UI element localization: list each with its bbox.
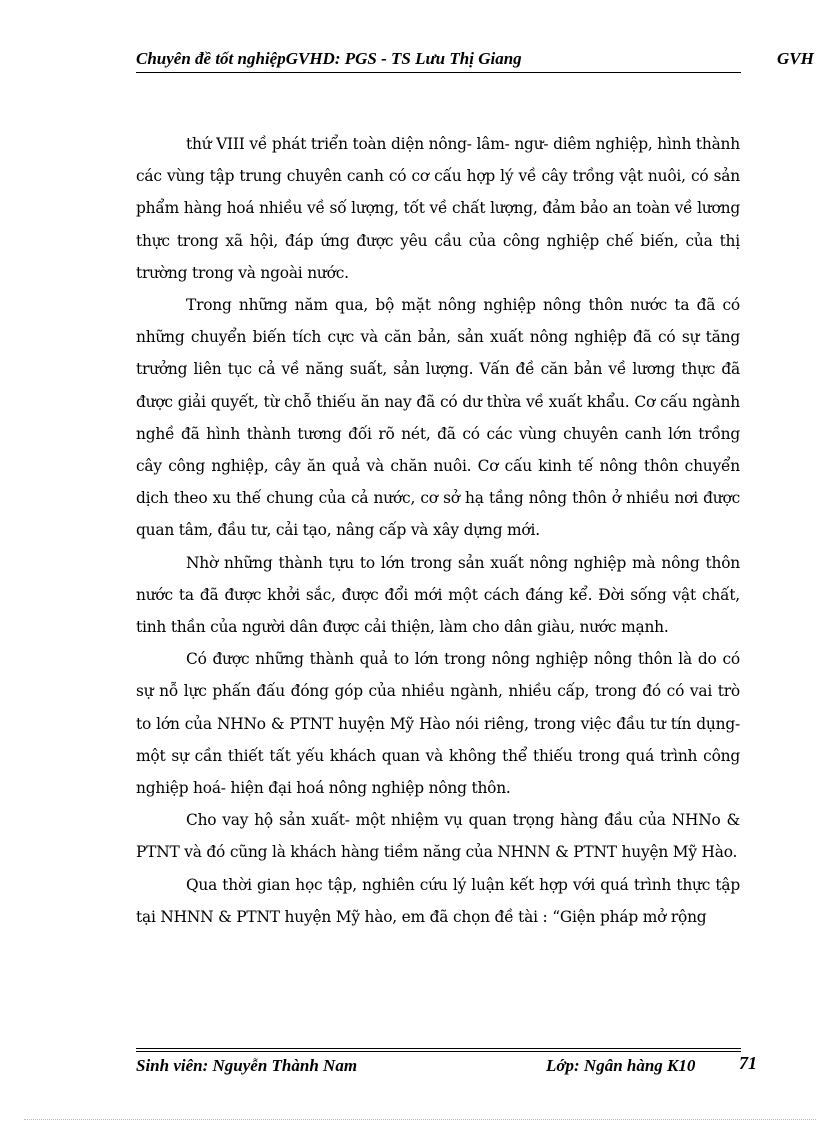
- paragraph: Cho vay hộ sản xuất- một nhiệm vụ quan trọng hàng đầu của NHNo & PTNT và đó cũng là khách hàng tiềm năng của NHNN & PTNT huyện Mỹ Hào.: [136, 811, 740, 862]
- page-edge-divider: [24, 1119, 816, 1120]
- footer-student: Sinh viên: Nguyễn Thành Nam: [136, 1056, 358, 1075]
- header-title: Chuyên đề tốt nghiệpGVHD: PGS - TS Lưu Thị Giang: [136, 49, 522, 68]
- paragraph: Nhờ những thành tựu to lớn trong sản xuất nông nghiệp mà nông thôn nước ta đã được khởi sắc, được đổi mới một cách đáng kể. Đời sống vật chất, tinh thần của người dân được cải thiện, làm cho dân giàu, nước mạnh.: [136, 553, 740, 637]
- footer-rule: [136, 1051, 741, 1052]
- footer-rule: [136, 1048, 741, 1049]
- header-truncated-text: GVH: [777, 49, 814, 68]
- paragraph: Qua thời gian học tập, nghiên cứu lý luận kết hợp với quá trình thực tập tại NHNN & PTNT huyện Mỹ hào, em đã chọn đề tài : “Giện pháp mở rộng: [136, 875, 740, 926]
- footer-class: Lớp: Ngân hàng K10: [546, 1056, 696, 1075]
- paragraph: thứ VIII về phát triển toàn diện nông- lâm- ngư- diêm nghiệp, hình thành các vùng tập trung chuyên canh có cơ cấu hợp lý về cây trồng vật nuôi, có sản phẩm hàng hoá nhiều về số lượng, tốt về chất lượng, đảm bảo an toàn về lương thực trong xã hội, đáp ứng được yêu cầu của công nghiệp chế biến, của thị trường trong và ngoài nước.: [136, 135, 740, 282]
- page-number: 71: [739, 1053, 757, 1073]
- paragraph: Trong những năm qua, bộ mặt nông nghiệp nông thôn nước ta đã có những chuyển biến tích cực và căn bản, sản xuất nông nghiệp đã có sự tăng trưởng liên tục cả về năng suất, sản lượng. Vấn đề căn bản về lương thực đã được giải quyết, từ chỗ thiếu ăn nay đã có dư thừa về xuất khẩu. Cơ cấu ngành nghề đã hình thành tương đối rõ nét, đã có các vùng chuyên canh lớn trồng cây công nghiệp, cây ăn quả và chăn nuôi. Cơ cấu kinh tế nông thôn chuyển dịch theo xu thế chung của cả nước, cơ sở hạ tầng nông thôn ở nhiều nơi được quan tâm, đầu tư, cải tạo, nâng cấp và xây dựng mới.: [136, 296, 740, 540]
- document-body: [136, 128, 740, 933]
- header-rule: [136, 72, 741, 73]
- paragraph: Có được những thành quả to lớn trong nông nghiệp nông thôn là do có sự nỗ lực phấn đấu đóng góp của nhiều ngành, nhiều cấp, trong đó có vai trò to lớn của NHNo & PTNT huyện Mỹ Hào nói riêng, trong việc đầu tư tín dụng- một sự cần thiết tất yếu khách quan và không thể thiếu trong quá trình công nghiệp hoá- hiện đại hoá nông nghiệp nông thôn.: [136, 650, 740, 798]
